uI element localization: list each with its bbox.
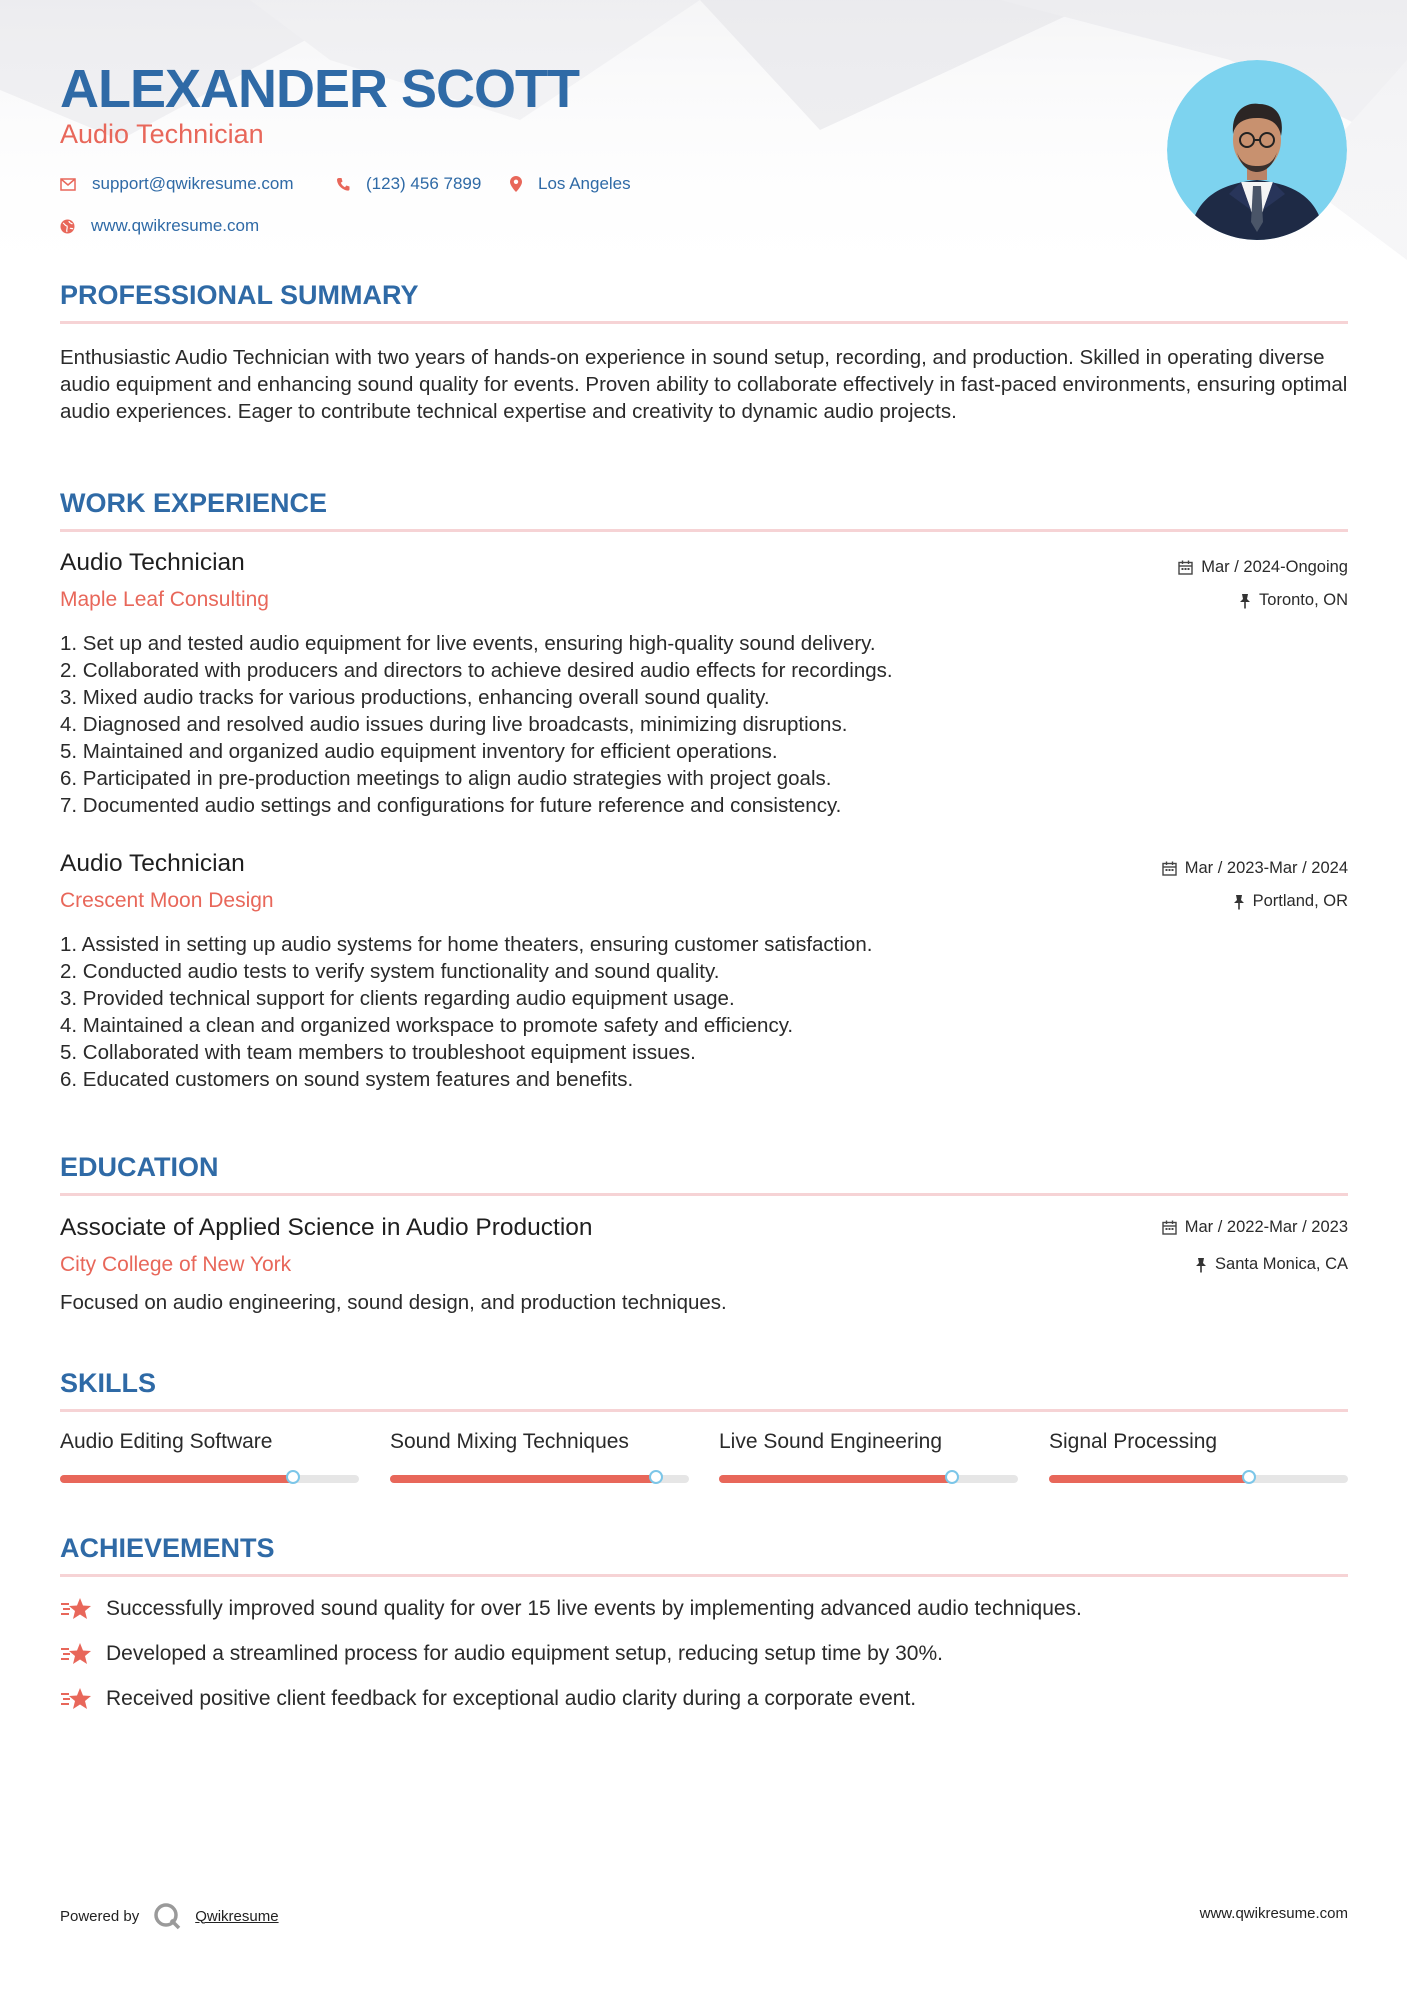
- calendar-icon: [1178, 560, 1193, 575]
- achievement-text: Successfully improved sound quality for over 15 live events by implementing advanced audio techniques.: [106, 1597, 1082, 1620]
- job-title: Audio Technician: [60, 549, 245, 576]
- education-description: Focused on audio engineering, sound design, and production techniques.: [60, 1291, 727, 1314]
- education-school: City College of New York: [60, 1253, 292, 1276]
- job-location: [1239, 591, 1348, 610]
- skill-bar-fill: [390, 1475, 656, 1483]
- skill-bar-knob: [1242, 1470, 1256, 1484]
- calendar-icon: [1162, 861, 1177, 876]
- powered-by-label: Powered by: [60, 1907, 140, 1925]
- candidate-role: Audio Technician: [60, 119, 264, 149]
- skill-name: Signal Processing: [1049, 1430, 1218, 1453]
- skills-divider: [60, 1409, 1348, 1412]
- phone-icon: [336, 177, 350, 192]
- job-bullet: 1. Set up and tested audio equipment for live events, ensuring high-quality sound delivery.: [60, 632, 876, 655]
- skill-name: Audio Editing Software: [60, 1430, 273, 1453]
- achievements-heading: ACHIEVEMENTS: [60, 1533, 275, 1563]
- pushpin-icon: [1195, 1257, 1207, 1273]
- skill-bar: [60, 1475, 359, 1483]
- job-company: Maple Leaf Consulting: [60, 588, 269, 611]
- education-heading: EDUCATION: [60, 1152, 219, 1182]
- education-degree: Associate of Applied Science in Audio Production: [60, 1214, 593, 1241]
- job-bullet: 4. Diagnosed and resolved audio issues during live broadcasts, minimizing disruptions.: [60, 713, 848, 736]
- footer-powered-by: [60, 1902, 279, 1930]
- contact-location: [510, 174, 631, 194]
- job-company: Crescent Moon Design: [60, 889, 274, 912]
- globe-icon: [60, 219, 75, 234]
- job-bullet: 6. Educated customers on sound system features and benefits.: [60, 1068, 634, 1091]
- education-dates: [1162, 1218, 1348, 1237]
- summary-divider: [60, 321, 1348, 324]
- job-bullets: [60, 630, 1340, 819]
- contact-email[interactable]: [60, 174, 294, 194]
- skill-bar-fill: [1049, 1475, 1249, 1483]
- website-text: www.qwikresume.com: [91, 216, 260, 235]
- job-bullet: 3. Provided technical support for clients regarding audio equipment usage.: [60, 987, 735, 1010]
- education-location-text: Santa Monica, CA: [1215, 1255, 1348, 1273]
- job-bullet: 5. Collaborated with team members to troubleshoot equipment issues.: [60, 1041, 696, 1064]
- job-bullet: 5. Maintained and organized audio equipment inventory for efficient operations.: [60, 740, 778, 763]
- footer-website[interactable]: www.qwikresume.com: [1199, 1905, 1348, 1922]
- calendar-icon: [1162, 1220, 1177, 1235]
- job-title: Audio Technician: [60, 850, 245, 877]
- experience-divider: [60, 529, 1348, 532]
- job-location-text: Toronto, ON: [1259, 591, 1348, 609]
- job-bullet: 1. Assisted in setting up audio systems for home theaters, ensuring customer satisfaction.: [60, 933, 873, 956]
- achievements-divider: [60, 1574, 1348, 1577]
- job-location: [1233, 892, 1348, 911]
- qwikresume-logo-icon: [153, 1902, 183, 1930]
- job-bullet: 2. Conducted audio tests to verify system functionality and sound quality.: [60, 960, 720, 983]
- job-bullets: [60, 931, 1340, 1093]
- education-dates-text: Mar / 2022-Mar / 2023: [1184, 1218, 1348, 1236]
- skill-bar-fill: [719, 1475, 952, 1483]
- map-pin-icon: [510, 176, 522, 192]
- job-dates: [1178, 558, 1348, 577]
- job-bullet: 4. Maintained a clean and organized workspace to promote safety and efficiency.: [60, 1014, 794, 1037]
- summary-heading: PROFESSIONAL SUMMARY: [60, 280, 419, 310]
- education-location: [1195, 1255, 1348, 1274]
- achievement-item: [60, 1686, 916, 1712]
- mail-icon: [60, 178, 76, 191]
- skill-bar: [1049, 1475, 1348, 1483]
- skill-bar: [719, 1475, 1018, 1483]
- skills-heading: SKILLS: [60, 1368, 157, 1398]
- job-bullet: 6. Participated in pre-production meetings to align audio strategies with project goals.: [60, 767, 832, 790]
- skill-bar: [390, 1475, 689, 1483]
- job-location-text: Portland, OR: [1252, 892, 1348, 910]
- achievement-item: [60, 1641, 943, 1667]
- skill-bar-knob: [649, 1470, 663, 1484]
- job-bullet: 7. Documented audio settings and configurations for future reference and consistency.: [60, 794, 842, 817]
- pushpin-icon: [1239, 593, 1251, 609]
- summary-text: Enthusiastic Audio Technician with two years of hands-on experience in sound setup, recording, and production. Skilled in operating diverse audio equipment and enhancing sound quality for events. Proven ability to collaborate effectively in fast-paced environments, ensuring optimal audio experiences. Eager to contribute technical expertise and creativity to dynamic audio projects.: [60, 346, 1348, 423]
- experience-heading: WORK EXPERIENCE: [60, 488, 328, 518]
- contact-phone[interactable]: [336, 174, 481, 194]
- achievement-text: Developed a streamlined process for audio equipment setup, reducing setup time by 30%.: [106, 1642, 943, 1665]
- skill-name: Live Sound Engineering: [719, 1430, 943, 1453]
- pushpin-icon: [1233, 894, 1245, 910]
- contact-website[interactable]: [60, 216, 259, 236]
- shooting-star-icon: [60, 1596, 92, 1622]
- location-text: Los Angeles: [538, 174, 631, 193]
- job-dates: [1162, 859, 1348, 878]
- email-text: support@qwikresume.com: [92, 174, 294, 193]
- job-dates-text: Mar / 2024-Ongoing: [1201, 558, 1348, 576]
- profile-photo: [1167, 60, 1347, 240]
- qwikresume-link[interactable]: Qwikresume: [195, 1907, 279, 1925]
- achievement-item: [60, 1596, 1082, 1622]
- job-bullet: 2. Collaborated with producers and directors to achieve desired audio effects for recordings.: [60, 659, 893, 682]
- skill-bar-fill: [60, 1475, 293, 1483]
- skill-bar-knob: [945, 1470, 959, 1484]
- phone-text: (123) 456 7899: [366, 174, 482, 193]
- skill-bar-knob: [286, 1470, 300, 1484]
- achievement-text: Received positive client feedback for exceptional audio clarity during a corporate event.: [106, 1687, 917, 1710]
- candidate-name: ALEXANDER SCOTT: [60, 59, 580, 119]
- skill-name: Sound Mixing Techniques: [390, 1430, 629, 1453]
- shooting-star-icon: [60, 1641, 92, 1667]
- job-bullet: 3. Mixed audio tracks for various productions, enhancing overall sound quality.: [60, 686, 770, 709]
- shooting-star-icon: [60, 1686, 92, 1712]
- education-divider: [60, 1193, 1348, 1196]
- job-dates-text: Mar / 2023-Mar / 2024: [1184, 859, 1348, 877]
